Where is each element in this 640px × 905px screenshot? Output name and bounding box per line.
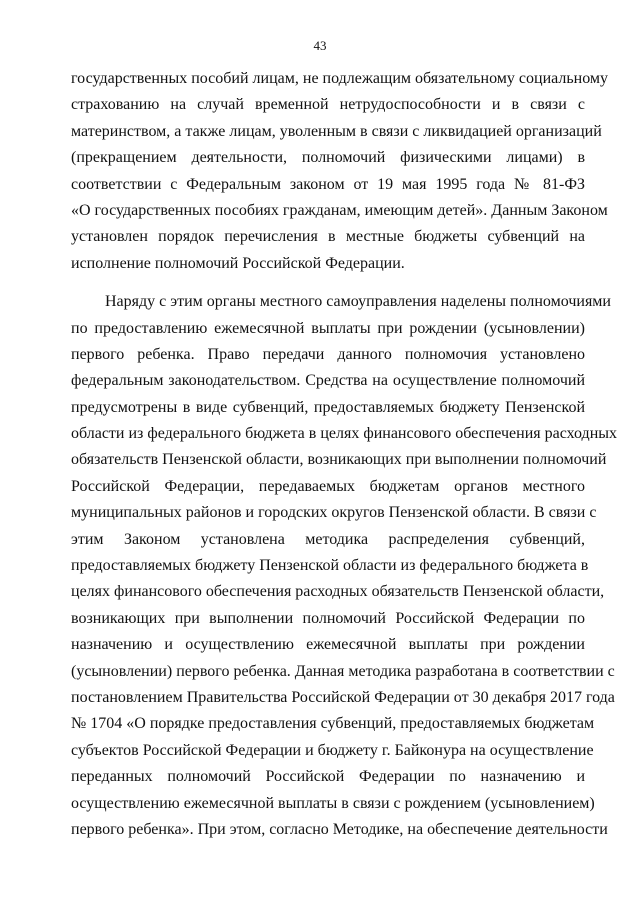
text-line: исполнение полномочий Российской Федерации. — [71, 254, 405, 272]
text-line: установлен порядок перечисления в местные бюджеты субвенций на — [71, 228, 585, 246]
text-line: этим Законом установлена методика распределения субвенций, — [71, 530, 585, 548]
text-line: назначению и осуществлению ежемесячной выплаты при рождении — [71, 636, 585, 654]
text-line: первого ребенка». При этом, согласно Методике, на обеспечение деятельности — [71, 820, 608, 838]
text-line: муниципальных районов и городских округов Пензенской области. В связи с — [71, 504, 597, 522]
text-line: Наряду с этим органы местного самоуправления наделены полномочиями — [105, 293, 611, 311]
paragraph-2 — [71, 289, 618, 843]
text-line: (усыновлении) первого ребенка. Данная методика разработана в соответствии с — [71, 662, 615, 680]
text-line: государственных пособий лицам, не подлежащим обязательному социальному — [71, 70, 609, 87]
text-line: страхованию на случай временной нетрудоспособности и в связи с — [71, 96, 585, 114]
text-line: предоставляемых бюджету Пензенской области из федерального бюджета в — [71, 557, 589, 575]
text-line: № 1704 «О порядке предоставления субвенций, предоставляемых бюджетам — [71, 715, 595, 733]
text-line: возникающих при выполнении полномочий Российской Федерации по — [71, 609, 585, 627]
text-line: соответствии с Федеральным законом от 19 мая 1995 года № 81-ФЗ — [71, 175, 585, 193]
text-line: субъектов Российской Федерации и бюджету г. Байконура на осуществление — [71, 741, 594, 759]
paragraph-spacer — [71, 277, 585, 289]
text-line: обязательств Пензенской области, возникающих при выполнении полномочий — [71, 451, 607, 469]
text-line: целях финансового обеспечения расходных обязательств Пензенской области, — [71, 583, 605, 601]
text-line: первого ребенка. Право передачи данного полномочия установлено — [71, 345, 585, 363]
text-line: предусмотрены в виде субвенций, предоставляемых бюджету Пензенской — [71, 398, 585, 416]
text-line: переданных полномочий Российской Федерации по назначению и — [71, 768, 585, 786]
text-line: постановлением Правительства Российской Федерации от 30 декабря 2017 года — [71, 688, 615, 706]
text-line: Российской Федерации, передаваемых бюджетам органов местного — [71, 477, 585, 495]
paragraph-1 — [71, 66, 609, 277]
text-line: материнством, а также лицам, уволенным в связи с ликвидацией организаций — [71, 122, 602, 140]
text-line: по предоставлению ежемесячной выплаты при рождении (усыновлении) — [71, 319, 585, 337]
page-number: 43 — [313, 38, 327, 53]
text-line: осуществлению ежемесячной выплаты в связи с рождением (усыновлением) — [71, 794, 595, 812]
text-line: «О государственных пособиях гражданам, имеющим детей». Данным Законом — [71, 201, 608, 219]
text-line: области из федерального бюджета в целях финансового обеспечения расходных — [71, 425, 618, 443]
text-line: (прекращением деятельности, полномочий физическими лицами) в — [71, 149, 585, 167]
text-line: федеральным законодательством. Средства на осуществление полномочий — [71, 372, 585, 390]
document-body — [71, 66, 618, 843]
